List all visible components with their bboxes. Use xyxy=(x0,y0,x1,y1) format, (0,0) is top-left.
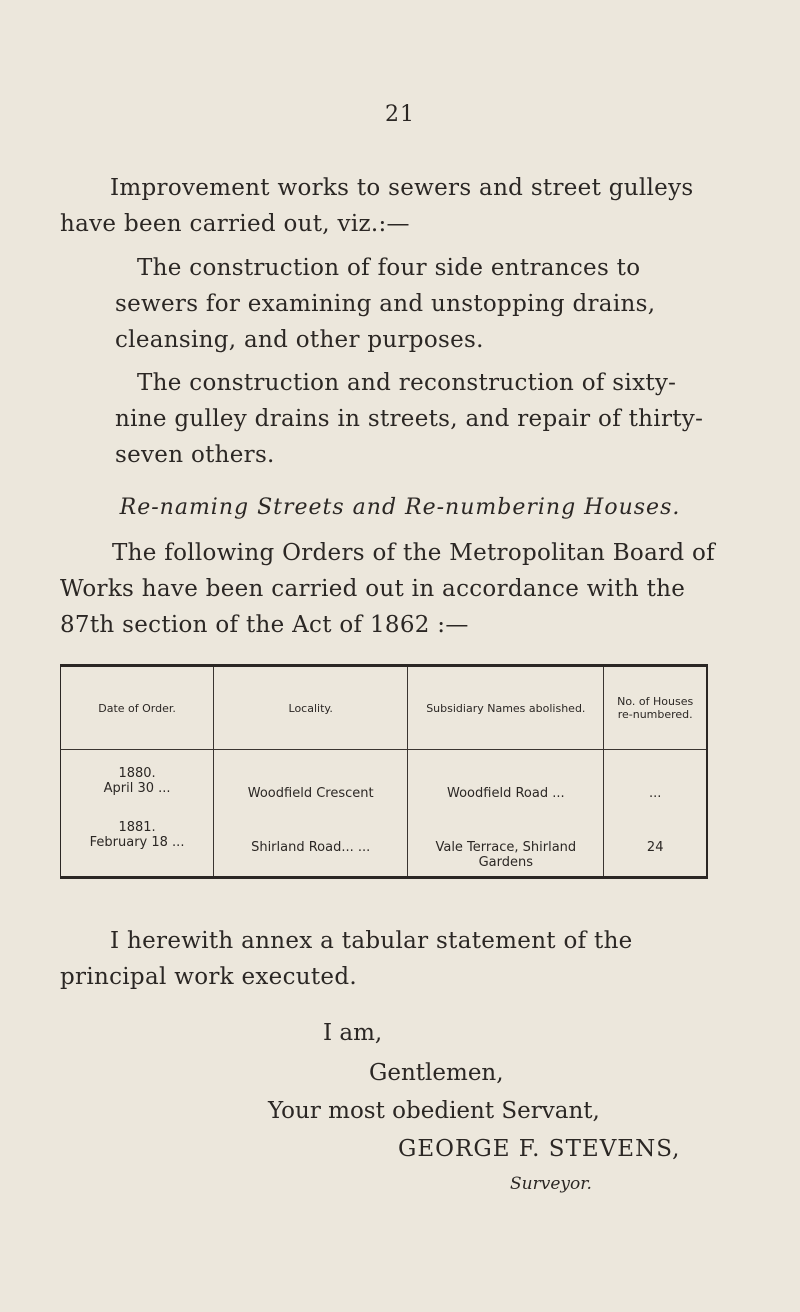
sewer-entrances-paragraph: The construction of four side entrances to sewers for examining and unstopping drains, cleansing, and other purposes. xyxy=(115,255,656,353)
header-houses-renumbered: No. of Houses re-numbered. xyxy=(604,666,707,750)
table-header-row xyxy=(61,666,708,750)
header-date-of-order: Date of Order. xyxy=(61,666,214,750)
date-cell xyxy=(61,820,214,878)
names-text: Woodfield Road ... xyxy=(447,786,565,801)
order-date: February 18 ... xyxy=(89,835,185,850)
intro-paragraph: Improvement works to sewers and street gulleys have been carried out, viz.:— xyxy=(60,175,694,237)
order-year: 1880. xyxy=(118,766,156,781)
order-year: 1881. xyxy=(118,820,156,835)
date-cell xyxy=(61,750,214,821)
table-row xyxy=(61,820,708,878)
locality-cell xyxy=(214,820,408,878)
order-date: April 30 ... xyxy=(103,781,171,796)
names-cell xyxy=(408,750,604,821)
locality-text: Woodfield Crescent xyxy=(247,786,374,801)
closing-line-i-am: I am, xyxy=(323,1020,383,1046)
signature-name: GEORGE F. STEVENS, xyxy=(398,1136,681,1162)
header-locality: Locality. xyxy=(214,666,408,750)
annex-paragraph: I herewith annex a tabular statement of the principal work executed. xyxy=(60,928,633,990)
names-cell xyxy=(408,820,604,878)
closing-salutation: Gentlemen, xyxy=(369,1060,504,1086)
locality-cell xyxy=(214,750,408,821)
names-text: Vale Terrace, Shirland Gardens xyxy=(435,840,577,870)
table-row xyxy=(61,750,708,821)
houses-text: 24 xyxy=(646,840,664,855)
page-number: 21 xyxy=(385,102,415,127)
houses-text: ... xyxy=(648,786,662,801)
locality-text: Shirland Road... ... xyxy=(251,840,371,855)
signature-title: Surveyor. xyxy=(510,1174,592,1194)
header-subsidiary-names: Subsidiary Names abolished. xyxy=(408,666,604,750)
section-heading: Re-naming Streets and Re-numbering Houses. xyxy=(119,495,681,520)
orders-paragraph: The following Orders of the Metropolitan Board of Works have been carried out in accordance with the 87th section of the Act of 1862 :— xyxy=(60,540,715,638)
houses-cell xyxy=(604,750,707,821)
closing-valediction: Your most obedient Servant, xyxy=(268,1098,600,1124)
gulley-drains-paragraph: The construction and reconstruction of sixty-nine gulley drains in streets, and repair of thirty-seven others. xyxy=(115,370,704,468)
orders-table xyxy=(60,664,708,879)
houses-cell xyxy=(604,820,707,878)
